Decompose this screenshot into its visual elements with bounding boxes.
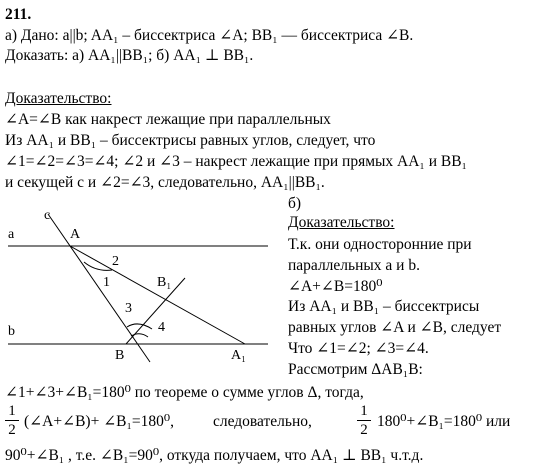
part-b-label: б) bbox=[288, 195, 302, 212]
proof-heading-a: Доказательство: bbox=[5, 90, 112, 107]
point-B1-label: B₁ bbox=[157, 275, 172, 290]
proof-b-line: Т.к. они односторонние при bbox=[288, 236, 472, 253]
proof-b-line: параллельных a и b. bbox=[288, 257, 420, 274]
point-A-label: A bbox=[70, 227, 81, 242]
fraction-half bbox=[5, 403, 19, 438]
label-c: c bbox=[44, 208, 51, 223]
proof-a-line: Из AA₁ и BB₁ – биссектрисы равных углов, следует, что bbox=[5, 132, 376, 149]
proof-heading-b: Доказательство: bbox=[288, 214, 395, 231]
label-a: a bbox=[8, 227, 15, 242]
fraction-numerator: 1 bbox=[8, 403, 16, 419]
proof-b-line: ∠A+∠B=180⁰ bbox=[288, 278, 383, 295]
label-b: b bbox=[8, 324, 15, 339]
proof-a-line: ∠1=∠2=∠3=∠4; ∠2 и ∠3 – накрест лежащие при прямых AA₁ и BB₁ bbox=[5, 153, 467, 170]
angle-1-label: 1 bbox=[103, 275, 110, 290]
proof-b-line: Рассмотрим ΔAB₁B: bbox=[288, 361, 423, 378]
angle-2-label: 2 bbox=[112, 254, 119, 269]
fraction-denominator: 2 bbox=[8, 422, 16, 438]
line-c bbox=[48, 214, 150, 362]
proof-b-line: Что ∠1=∠2; ∠3=∠4. bbox=[288, 340, 429, 357]
angle-4-label: 4 bbox=[158, 320, 165, 335]
angle-3-label: 3 bbox=[125, 301, 132, 316]
point-B-label: B bbox=[115, 348, 125, 363]
proof-a-line: ∠A=∠B как накрест лежащие при параллельных bbox=[5, 111, 331, 128]
equation-right: 180⁰+∠B₁=180⁰ или bbox=[377, 413, 511, 430]
sum-theorem-line: ∠1+∠3+∠B₁=180⁰ по теореме о сумме углов Δ, тогда, bbox=[5, 384, 364, 401]
angle-arc-2 bbox=[84, 262, 112, 270]
given-text: а) Дано: a||b; AA₁ – биссектриса ∠A; BB₁ — биссектриса ∠B. bbox=[5, 27, 414, 44]
conclusion-line: 90⁰+∠B₁ , т.е. ∠B₁=90⁰, откуда получаем, что AA₁ ⊥ BB₁ ч.т.д. bbox=[5, 447, 424, 464]
equation-word: следовательно, bbox=[213, 413, 312, 430]
proof-b-line: равных углов ∠A и ∠B, следует bbox=[288, 319, 502, 336]
fraction-denominator: 2 bbox=[360, 422, 368, 438]
fraction-half bbox=[357, 403, 371, 438]
point-A1-label: A₁ bbox=[231, 348, 246, 363]
problem-number: 211. bbox=[5, 6, 32, 23]
proof-a-line: и секущей с и ∠2=∠3, следовательно, AA₁||BB₁. bbox=[5, 174, 325, 191]
proof-b-line: Из AA₁ и BB₁ – биссектрисы bbox=[288, 298, 480, 315]
fraction-numerator: 1 bbox=[360, 403, 368, 419]
equation-left: (∠A+∠B)+ ∠B₁=180⁰, bbox=[24, 413, 174, 430]
prove-text: Доказать: а) AA₁||BB₁; б) AA₁ ⊥ BB₁. bbox=[5, 47, 254, 64]
